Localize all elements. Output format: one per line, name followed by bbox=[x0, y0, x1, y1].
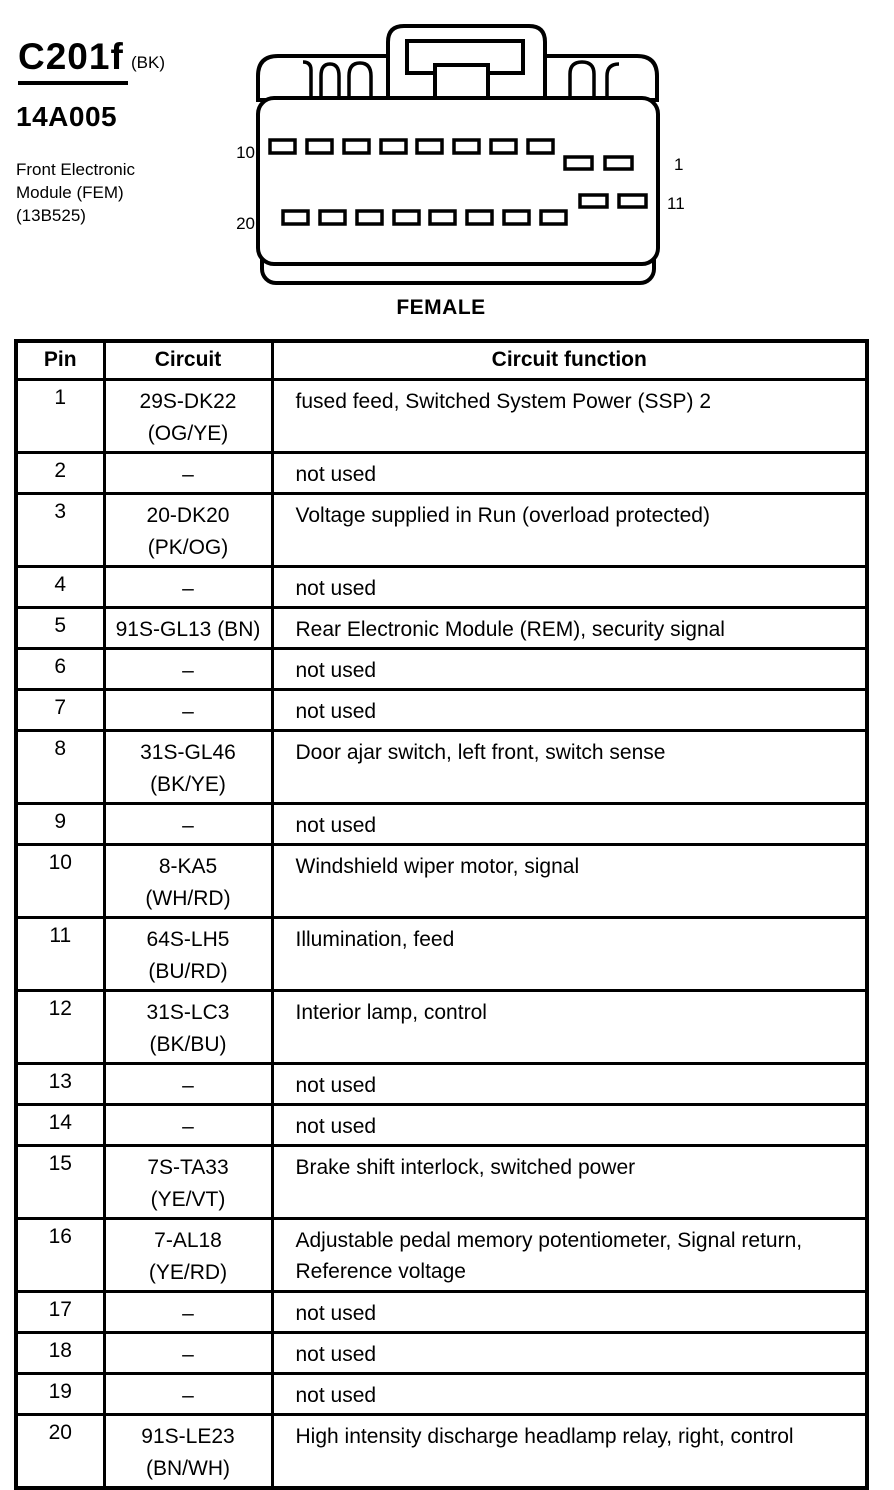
circuit-code-line: – bbox=[182, 1114, 194, 1138]
table-row bbox=[16, 379, 867, 452]
connector-id: C201f bbox=[18, 36, 128, 85]
table-row bbox=[16, 1145, 867, 1218]
table-row bbox=[16, 648, 867, 689]
circuit-function: Illumination, feed bbox=[272, 917, 867, 990]
circuit-function: Adjustable pedal memory potentiometer, Signal return, Reference voltage bbox=[272, 1218, 867, 1291]
circuit-code-line: 64S-LH5 bbox=[146, 927, 230, 951]
column-header-pin: Pin bbox=[16, 341, 104, 379]
pin-label-1: 1 bbox=[674, 155, 684, 174]
circuit-function: Voltage supplied in Run (overload protected) bbox=[272, 493, 867, 566]
pin-number: 20 bbox=[16, 1414, 104, 1488]
pin-number: 14 bbox=[16, 1104, 104, 1145]
pin-number: 18 bbox=[16, 1332, 104, 1373]
circuit-function: Rear Electronic Module (REM), security signal bbox=[272, 607, 867, 648]
circuit-function: not used bbox=[272, 1104, 867, 1145]
circuit-code bbox=[104, 990, 272, 1063]
module-description bbox=[16, 158, 135, 227]
circuit-code bbox=[104, 379, 272, 452]
circuit-code-line: 91S-LE23 bbox=[141, 1424, 235, 1448]
pin-number: 17 bbox=[16, 1291, 104, 1332]
table-row bbox=[16, 1104, 867, 1145]
table-row bbox=[16, 990, 867, 1063]
column-header-circuit-function: Circuit function bbox=[272, 341, 867, 379]
circuit-code-line: – bbox=[182, 1301, 194, 1325]
circuit-code bbox=[104, 917, 272, 990]
module-description-line: (13B525) bbox=[16, 206, 86, 225]
pin-number: 12 bbox=[16, 990, 104, 1063]
table-row bbox=[16, 1414, 867, 1488]
circuit-function: not used bbox=[272, 648, 867, 689]
table-body bbox=[16, 379, 867, 1488]
circuit-function: Brake shift interlock, switched power bbox=[272, 1145, 867, 1218]
circuit-code bbox=[104, 607, 272, 648]
circuit-code bbox=[104, 566, 272, 607]
table-row bbox=[16, 607, 867, 648]
pin-number: 13 bbox=[16, 1063, 104, 1104]
circuit-code-line: – bbox=[182, 1073, 194, 1097]
circuit-function: not used bbox=[272, 1373, 867, 1414]
table-row bbox=[16, 1291, 867, 1332]
pin-number: 3 bbox=[16, 493, 104, 566]
pin-number: 2 bbox=[16, 452, 104, 493]
circuit-code-line: 20-DK20 bbox=[146, 503, 230, 527]
circuit-code-line: (PK/OG) bbox=[147, 535, 229, 559]
circuit-function: High intensity discharge headlamp relay, right, control bbox=[272, 1414, 867, 1488]
table-row bbox=[16, 803, 867, 844]
table-row bbox=[16, 917, 867, 990]
circuit-code bbox=[104, 844, 272, 917]
table-row bbox=[16, 1373, 867, 1414]
circuit-code-line: 91S-GL13 (BN) bbox=[115, 617, 261, 641]
circuit-code-line: (BU/RD) bbox=[148, 959, 228, 983]
circuit-code-line: (BK/BU) bbox=[149, 1032, 227, 1056]
pin-number: 11 bbox=[16, 917, 104, 990]
circuit-code bbox=[104, 1063, 272, 1104]
circuit-code-line: – bbox=[182, 576, 194, 600]
pinout-table bbox=[14, 339, 869, 1490]
circuit-code bbox=[104, 1104, 272, 1145]
table-row bbox=[16, 689, 867, 730]
table-row bbox=[16, 730, 867, 803]
pin-number: 9 bbox=[16, 803, 104, 844]
pin-label-20: 20 bbox=[236, 214, 255, 233]
pin-number: 16 bbox=[16, 1218, 104, 1291]
circuit-code bbox=[104, 1218, 272, 1291]
table-row bbox=[16, 452, 867, 493]
pin-number: 7 bbox=[16, 689, 104, 730]
circuit-function: not used bbox=[272, 452, 867, 493]
circuit-function: not used bbox=[272, 803, 867, 844]
circuit-code bbox=[104, 1332, 272, 1373]
circuit-code-line: (OG/YE) bbox=[147, 421, 229, 445]
circuit-code bbox=[104, 1373, 272, 1414]
circuit-function: fused feed, Switched System Power (SSP) 2 bbox=[272, 379, 867, 452]
circuit-code-line: 7S-TA33 bbox=[147, 1155, 229, 1179]
part-number: 14A005 bbox=[16, 101, 118, 132]
circuit-code bbox=[104, 648, 272, 689]
circuit-code-line: – bbox=[182, 813, 194, 837]
pin-number: 10 bbox=[16, 844, 104, 917]
pin-number: 19 bbox=[16, 1373, 104, 1414]
circuit-code bbox=[104, 1291, 272, 1332]
circuit-code-line: (YE/VT) bbox=[150, 1187, 226, 1211]
circuit-code-line: – bbox=[182, 658, 194, 682]
circuit-code bbox=[104, 689, 272, 730]
pin-label-10: 10 bbox=[236, 143, 255, 162]
pin-number: 5 bbox=[16, 607, 104, 648]
pin-number: 8 bbox=[16, 730, 104, 803]
circuit-function: Door ajar switch, left front, switch sense bbox=[272, 730, 867, 803]
pin-number: 4 bbox=[16, 566, 104, 607]
pin-number: 6 bbox=[16, 648, 104, 689]
column-header-circuit: Circuit bbox=[104, 341, 272, 379]
circuit-function: Interior lamp, control bbox=[272, 990, 867, 1063]
connector-diagram bbox=[225, 18, 695, 298]
circuit-code-line: 7-AL18 bbox=[154, 1228, 222, 1252]
circuit-code bbox=[104, 452, 272, 493]
circuit-code bbox=[104, 803, 272, 844]
circuit-function: Windshield wiper motor, signal bbox=[272, 844, 867, 917]
circuit-code bbox=[104, 1145, 272, 1218]
circuit-code-line: (BN/WH) bbox=[146, 1456, 230, 1480]
pin-number: 15 bbox=[16, 1145, 104, 1218]
module-description-line: Front Electronic bbox=[16, 160, 136, 179]
circuit-code-line: – bbox=[182, 699, 194, 723]
table-row bbox=[16, 1332, 867, 1373]
circuit-code-line: – bbox=[182, 462, 194, 486]
circuit-function: not used bbox=[272, 1291, 867, 1332]
circuit-function: not used bbox=[272, 1063, 867, 1104]
module-description-line: Module (FEM) bbox=[16, 183, 124, 202]
table-row bbox=[16, 566, 867, 607]
connector-gender-label: FEMALE bbox=[396, 296, 486, 319]
circuit-code-line: – bbox=[182, 1342, 194, 1366]
circuit-code-line: 29S-DK22 bbox=[139, 389, 237, 413]
circuit-code-line: 8-KA5 bbox=[158, 854, 218, 878]
circuit-code-line: (YE/RD) bbox=[148, 1260, 228, 1284]
circuit-function: not used bbox=[272, 689, 867, 730]
table-row bbox=[16, 1218, 867, 1291]
circuit-code bbox=[104, 730, 272, 803]
circuit-code-line: (WH/RD) bbox=[145, 886, 231, 910]
circuit-code-line: (BK/YE) bbox=[150, 772, 226, 796]
circuit-code-line: 31S-GL46 bbox=[140, 740, 236, 764]
pin-label-11: 11 bbox=[667, 194, 685, 213]
circuit-function: not used bbox=[272, 1332, 867, 1373]
table-row bbox=[16, 844, 867, 917]
connector-color-code: (BK) bbox=[131, 53, 165, 72]
circuit-code bbox=[104, 493, 272, 566]
pin-number: 1 bbox=[16, 379, 104, 452]
table-header-row bbox=[16, 341, 867, 379]
circuit-code bbox=[104, 1414, 272, 1488]
circuit-code-line: 31S-LC3 bbox=[146, 1000, 230, 1024]
circuit-function: not used bbox=[272, 566, 867, 607]
circuit-code-line: – bbox=[182, 1383, 194, 1407]
table-row bbox=[16, 1063, 867, 1104]
connector-body bbox=[258, 98, 658, 264]
table-row bbox=[16, 493, 867, 566]
